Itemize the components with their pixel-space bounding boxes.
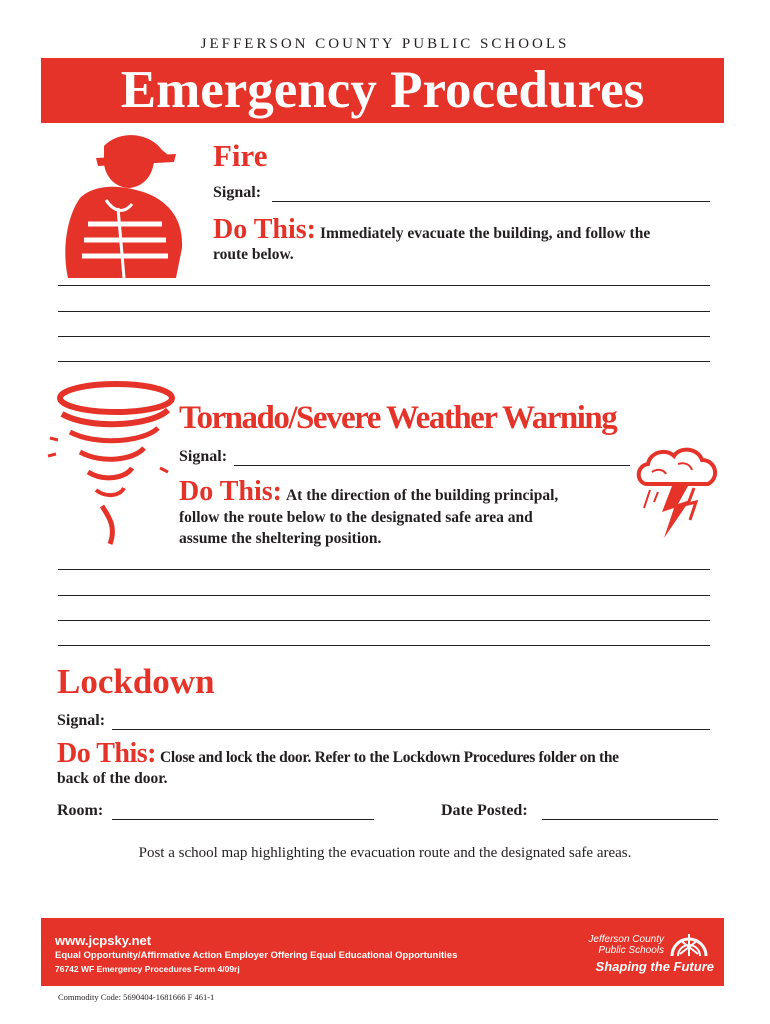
fire-route-line[interactable] xyxy=(58,336,710,337)
fire-route-line[interactable] xyxy=(58,285,710,286)
fire-route-line[interactable] xyxy=(58,361,710,362)
fire-route-line[interactable] xyxy=(58,311,710,312)
room-label: Room: xyxy=(57,802,104,819)
fire-instruction-line2: route below. xyxy=(213,246,294,263)
tornado-route-line[interactable] xyxy=(58,595,710,596)
district-tagline: Shaping the Future xyxy=(595,959,714,974)
tornado-route-line[interactable] xyxy=(58,620,710,621)
firefighter-icon xyxy=(44,128,194,280)
tornado-heading: Tornado/Severe Weather Warning xyxy=(179,400,617,436)
form-id: 76742 WF Emergency Procedures Form 4/09rj xyxy=(55,964,240,974)
tornado-do-this-label: Do This: xyxy=(179,476,282,507)
district-logo-icon xyxy=(668,928,710,958)
tornado-route-line[interactable] xyxy=(58,645,710,646)
tornado-instruction-line2: follow the route below to the designated safe area and xyxy=(179,509,533,526)
date-posted-label: Date Posted: xyxy=(441,802,528,819)
logo-line2: Public Schools xyxy=(598,945,664,956)
tornado-instructions xyxy=(179,476,558,508)
lockdown-heading: Lockdown xyxy=(57,662,215,701)
fire-do-this-label: Do This: xyxy=(213,214,316,245)
room-field[interactable] xyxy=(112,819,374,820)
storm-cloud-icon xyxy=(632,442,722,542)
fire-heading: Fire xyxy=(213,138,268,173)
tornado-route-line[interactable] xyxy=(58,569,710,570)
fire-instructions xyxy=(213,214,650,246)
district-logo-text xyxy=(588,934,664,956)
tornado-instruction-line3: assume the sheltering position. xyxy=(179,530,382,547)
lockdown-instructions xyxy=(57,738,619,770)
lockdown-instruction-line2: back of the door. xyxy=(57,770,168,787)
tornado-icon xyxy=(40,378,180,548)
lockdown-do-this-label: Do This: xyxy=(57,738,156,769)
date-posted-field[interactable] xyxy=(542,819,718,820)
title-banner xyxy=(41,58,724,123)
tornado-signal-line[interactable] xyxy=(234,465,630,466)
footer-bar xyxy=(41,918,724,986)
tornado-signal-label: Signal: xyxy=(179,448,228,465)
lockdown-instruction-line1: Close and lock the door. Refer to the Lockdown Procedures folder on the xyxy=(159,749,619,766)
lockdown-signal-label: Signal: xyxy=(57,712,106,729)
eo-statement: Equal Opportunity/Affirmative Action Employer Offering Equal Educational Opportunities xyxy=(55,950,458,961)
lockdown-signal-line[interactable] xyxy=(112,729,710,730)
website-link[interactable]: www.jcpsky.net xyxy=(55,933,152,948)
fire-signal-label: Signal: xyxy=(213,184,262,201)
map-note: Post a school map highlighting the evacuation route and the designated safe areas. xyxy=(138,845,632,861)
fire-instruction-line1: Immediately evacuate the building, and follow the xyxy=(319,225,651,242)
tornado-instruction-line1: At the direction of the building principal, xyxy=(285,487,559,504)
fire-signal-line[interactable] xyxy=(272,201,710,202)
commodity-code: Commodity Code: 5690404-1681666 F 461-1 xyxy=(58,992,215,1002)
organization-name: JEFFERSON COUNTY PUBLIC SCHOOLS xyxy=(200,36,570,52)
logo-line1: Jefferson County xyxy=(588,934,664,945)
page-title: Emergency Procedures xyxy=(120,61,645,119)
